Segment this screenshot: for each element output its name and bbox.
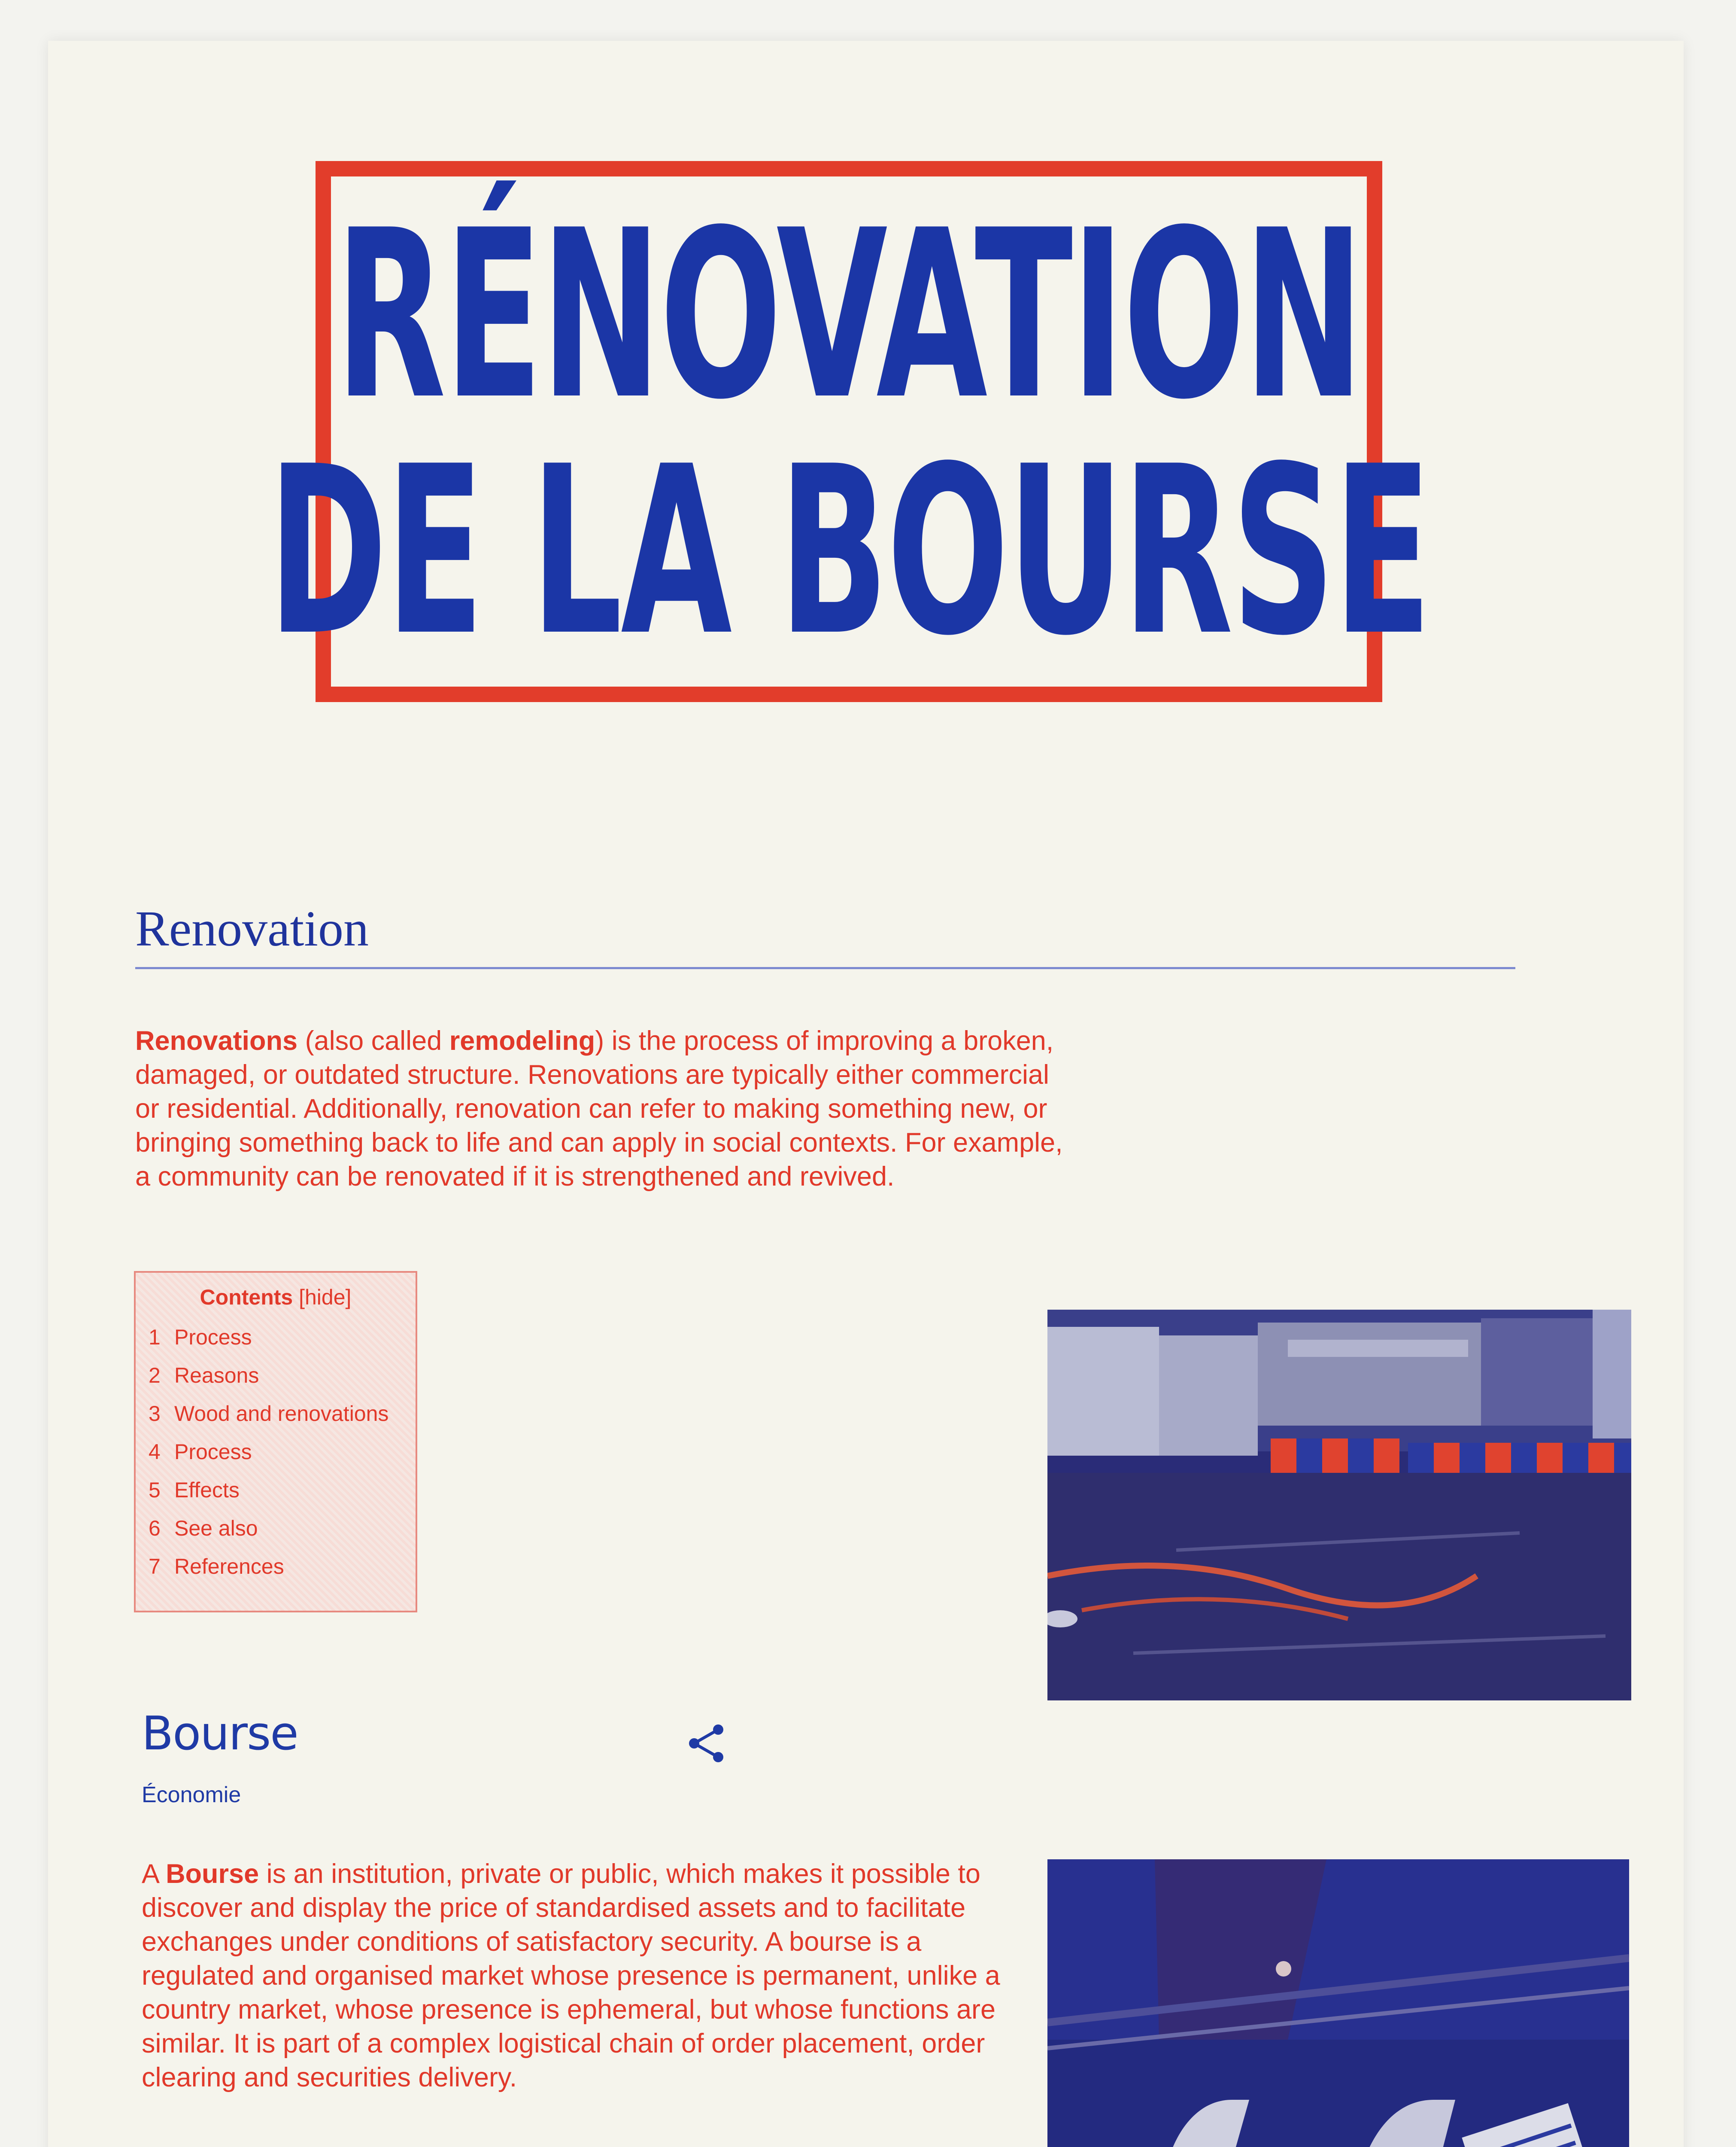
toc-header (149, 1285, 416, 1310)
toc-item-see-also[interactable] (149, 1509, 416, 1548)
heading-divider (135, 967, 1515, 969)
toc-item-number: 7 (149, 1554, 161, 1578)
intro-bold-renovations: Renovations (135, 1026, 298, 1056)
toc-item-number: 6 (149, 1516, 161, 1540)
toc-item-effects[interactable] (149, 1471, 416, 1509)
escalator-photo (1047, 1859, 1629, 2147)
construction-site-photo (1047, 1310, 1631, 1700)
share-icon[interactable] (685, 1722, 728, 1765)
toc-item-label: References (174, 1554, 284, 1578)
intro-text-1: (also called (297, 1026, 449, 1056)
title-frame (268, 161, 1430, 702)
escalator-image (1047, 1859, 1629, 2147)
toc-item-label: See also (174, 1516, 258, 1540)
bourse-text-2: is an institution, private or public, which makes it possible to discover and display the price of standardised assets and to facilitate exchanges under conditions of satisfactory security. A bourse is a regulated and organised market whose presence is permanent, unlike a country market, whose presence is ephemeral, but whose functions are similar. It is part of a complex logistical chain of order placement, order clearing and securities delivery. (142, 1859, 1000, 2092)
renovation-intro (135, 1024, 1080, 1194)
toc-item-process-2[interactable] (149, 1433, 416, 1471)
bourse-text-1: A (142, 1859, 166, 1889)
toc-item-label: Process (174, 1440, 252, 1464)
toc-item-number: 4 (149, 1440, 161, 1464)
bourse-bold: Bourse (166, 1859, 259, 1889)
toc-item-number: 1 (149, 1325, 161, 1349)
title-line-2: DE LA BOURSE (268, 417, 1430, 687)
title-line-1: RÉNOVATION (335, 181, 1363, 450)
bourse-subtitle: Économie (142, 1782, 241, 1807)
toc-item-process[interactable] (149, 1318, 416, 1356)
bourse-heading: Bourse (142, 1707, 298, 1761)
toc-item-label: Reasons (174, 1363, 259, 1387)
toc-item-reasons[interactable] (149, 1356, 416, 1395)
construction-site-image (1047, 1310, 1631, 1700)
toc-item-label: Process (174, 1325, 252, 1349)
toc-item-label: Effects (174, 1478, 240, 1502)
intro-bold-remodeling: remodeling (449, 1026, 595, 1056)
toc-item-number: 2 (149, 1363, 161, 1387)
toc-item-references[interactable] (149, 1548, 416, 1586)
intro-text-2: ) is the process of improving a broken, damaged, or outdated structure. Renovations are typically either commercial or residential. Additionally, renovation can refer to making something new, or bringing something back to life and can apply in social contexts. For example, a community can be renovated if it is strengthened and revived. (135, 1026, 1063, 1192)
table-of-contents (134, 1271, 417, 1612)
bourse-description (142, 1857, 1035, 2095)
toc-hide-toggle[interactable]: [hide] (299, 1285, 352, 1309)
renovation-heading: Renovation (135, 900, 369, 957)
toc-item-number: 3 (149, 1402, 161, 1426)
barrier-stripes (1271, 1438, 1631, 1473)
toc-item-number: 5 (149, 1478, 161, 1502)
toc-item-label: Wood and renovations (174, 1402, 389, 1426)
toc-item-wood-and-renovations[interactable] (149, 1395, 416, 1433)
toc-title: Contents (200, 1285, 293, 1309)
